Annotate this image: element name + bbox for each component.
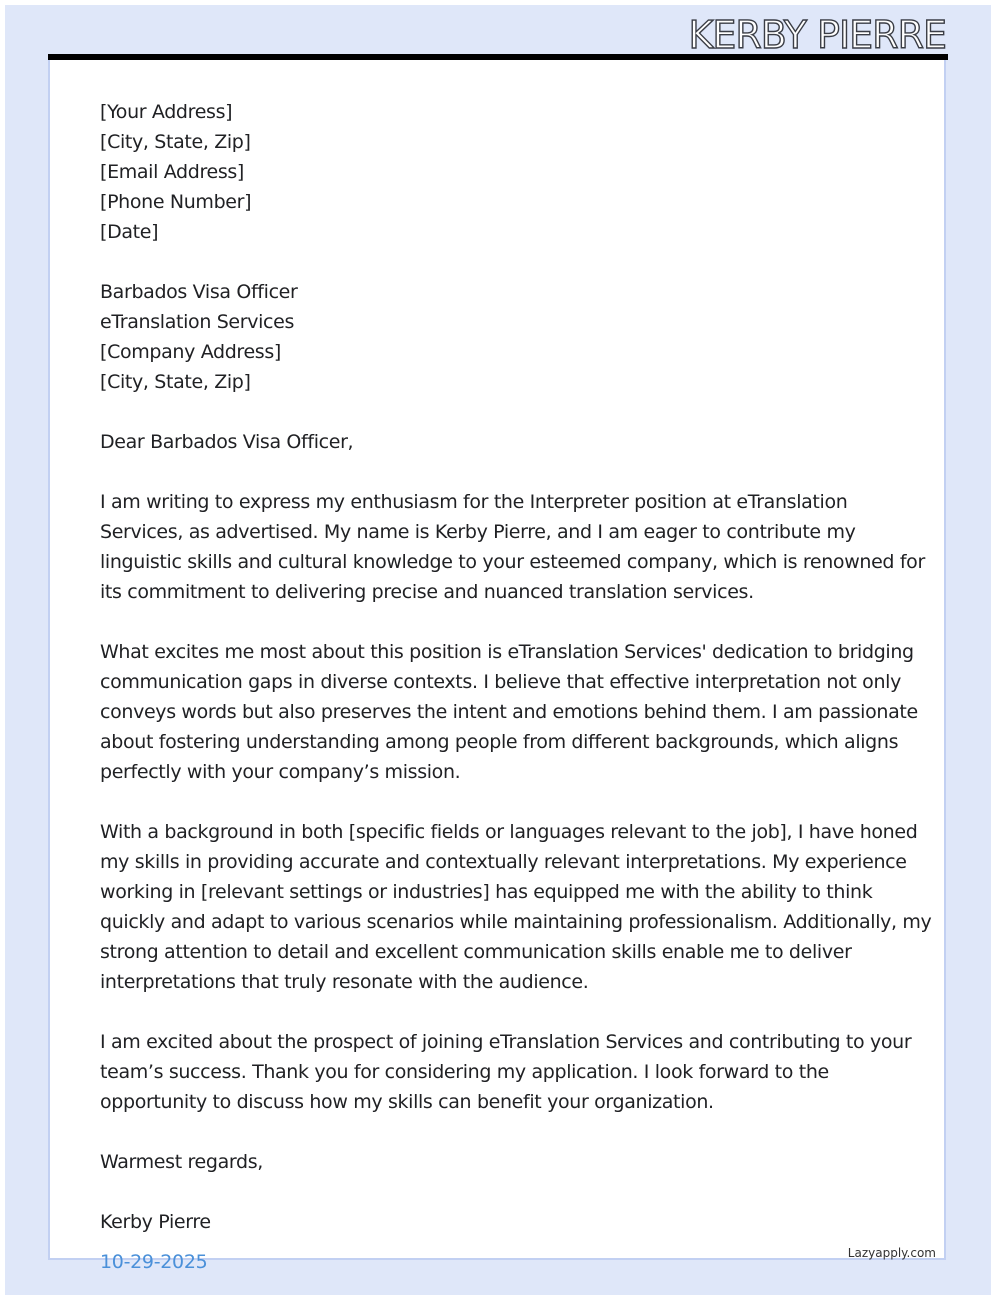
paragraph-line: strong attention to detail and excellent communication skills enable me to deliver — [100, 941, 852, 963]
paragraph-line: opportunity to discuss how my skills can benefit your organization. — [100, 1091, 714, 1113]
paragraph-line: working in [relevant settings or industries] has equipped me with the ability to think — [100, 881, 873, 903]
sender-block — [100, 97, 900, 247]
paragraph-line: linguistic skills and cultural knowledge to your esteemed company, which is renowned for — [100, 551, 925, 573]
spacer — [100, 787, 900, 817]
sender-email: [Email Address] — [100, 161, 244, 183]
closing-phrase: Warmest regards, — [100, 1151, 263, 1173]
paragraph-line: about fostering understanding among people from different backgrounds, which aligns — [100, 731, 899, 753]
paragraph-line: What excites me most about this position is eTranslation Services' dedication to bridging — [100, 641, 914, 663]
sender-city-state-zip: [City, State, Zip] — [100, 131, 251, 153]
applicant-name-header: KERBY PIERRE — [688, 13, 946, 57]
spacer — [100, 997, 900, 1027]
letter-body — [100, 97, 932, 1237]
paragraph-line: quickly and adapt to various scenarios while maintaining professionalism. Additionally, my — [100, 911, 932, 933]
paragraph-line: perfectly with your company’s mission. — [100, 761, 461, 783]
sender-address: [Your Address] — [100, 101, 233, 123]
spacer — [100, 247, 900, 277]
recipient-block — [100, 277, 900, 397]
recipient-company: eTranslation Services — [100, 311, 295, 333]
paragraph-line: my skills in providing accurate and contextually relevant interpretations. My experience — [100, 851, 907, 873]
paragraph-motivation — [100, 637, 918, 787]
signature-name: Kerby Pierre — [100, 1211, 211, 1233]
sender-date: [Date] — [100, 221, 159, 243]
paragraph-line: I am writing to express my enthusiasm for the Interpreter position at eTranslation — [100, 491, 848, 513]
paragraph-line: With a background in both [specific fields or languages relevant to the job], I have honed — [100, 821, 918, 843]
paragraph-line: team’s success. Thank you for considering my application. I look forward to the — [100, 1061, 829, 1083]
spacer — [100, 1117, 900, 1147]
spacer — [100, 1177, 900, 1207]
paragraph-line: interpretations that truly resonate with the audience. — [100, 971, 589, 993]
paragraph-intro — [100, 487, 925, 607]
recipient-city-state-zip: [City, State, Zip] — [100, 371, 251, 393]
recipient-title: Barbados Visa Officer — [100, 281, 298, 303]
watermark-link[interactable]: Lazyapply.com — [847, 1246, 936, 1260]
salutation: Dear Barbados Visa Officer, — [100, 431, 354, 453]
recipient-address: [Company Address] — [100, 341, 281, 363]
paragraph-line: conveys words but also preserves the intent and emotions behind them. I am passionate — [100, 701, 918, 723]
paragraph-line: communication gaps in diverse contexts. I believe that effective interpretation not only — [100, 671, 901, 693]
spacer — [100, 457, 900, 487]
paragraph-closing — [100, 1027, 912, 1117]
spacer — [100, 607, 900, 637]
sender-phone: [Phone Number] — [100, 191, 252, 213]
paragraph-line: its commitment to delivering precise and nuanced translation services. — [100, 581, 754, 603]
letter-date: 10-29-2025 — [100, 1251, 208, 1273]
paragraph-line: Services, as advertised. My name is Kerby Pierre, and I am eager to contribute my — [100, 521, 856, 543]
spacer — [100, 397, 900, 427]
paragraph-experience — [100, 817, 932, 997]
paragraph-line: I am excited about the prospect of joining eTranslation Services and contributing to your — [100, 1031, 912, 1053]
